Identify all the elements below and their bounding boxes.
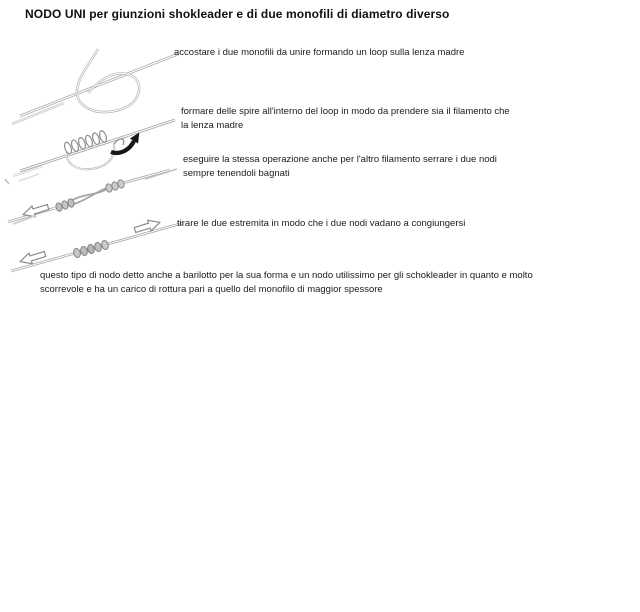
- previous-line-fragment: [5, 166, 43, 184]
- joined-knot-barrels: [73, 240, 110, 259]
- knot-barrel-upper: [105, 179, 125, 193]
- step2-caption-line: la lenza madre: [181, 120, 244, 131]
- step2-caption: [181, 105, 510, 133]
- footer-note: [40, 269, 533, 297]
- main-line: [20, 54, 178, 116]
- step3-caption: [183, 153, 497, 181]
- step1-caption-line: accostare i due monofili da unire formando un loop sulla lenza madre: [174, 47, 465, 58]
- step3-caption-line: sempre tenendoli bagnati: [183, 168, 290, 179]
- footer-note-line: scorrevole e ha un carico di rottura pari a quello del monofilo di maggior spessore: [40, 284, 383, 295]
- pull-arrow-left-icon: [18, 249, 46, 267]
- step1-caption: [174, 46, 464, 60]
- footer-note-line: questo tipo di nodo detto anche a barilotto per la sua forma e un nodo utilissimo per gli schokleader in quanto e molto: [40, 270, 533, 281]
- step4-caption-line: tirare le due estremita in modo che i due nodi vadano a congiungersi: [177, 218, 466, 229]
- step4-illustration: [3, 214, 198, 276]
- step3-caption-line: eseguire la stessa operazione anche per l'altro filamento serrare i due nodi: [183, 154, 497, 165]
- coils: [63, 130, 108, 155]
- page-title: NODO UNI per giunzioni shokleader e di due monofili di diametro diverso: [25, 7, 450, 21]
- right-line: [123, 170, 170, 183]
- step4-caption: [177, 217, 465, 231]
- knot-barrel-lower: [55, 198, 75, 212]
- step2-caption-line: formare delle spire all'interno del loop in modo da prendere sia il filamento che: [181, 106, 510, 117]
- crossed-strands: [69, 187, 109, 205]
- previous-line-fragment: [13, 216, 35, 224]
